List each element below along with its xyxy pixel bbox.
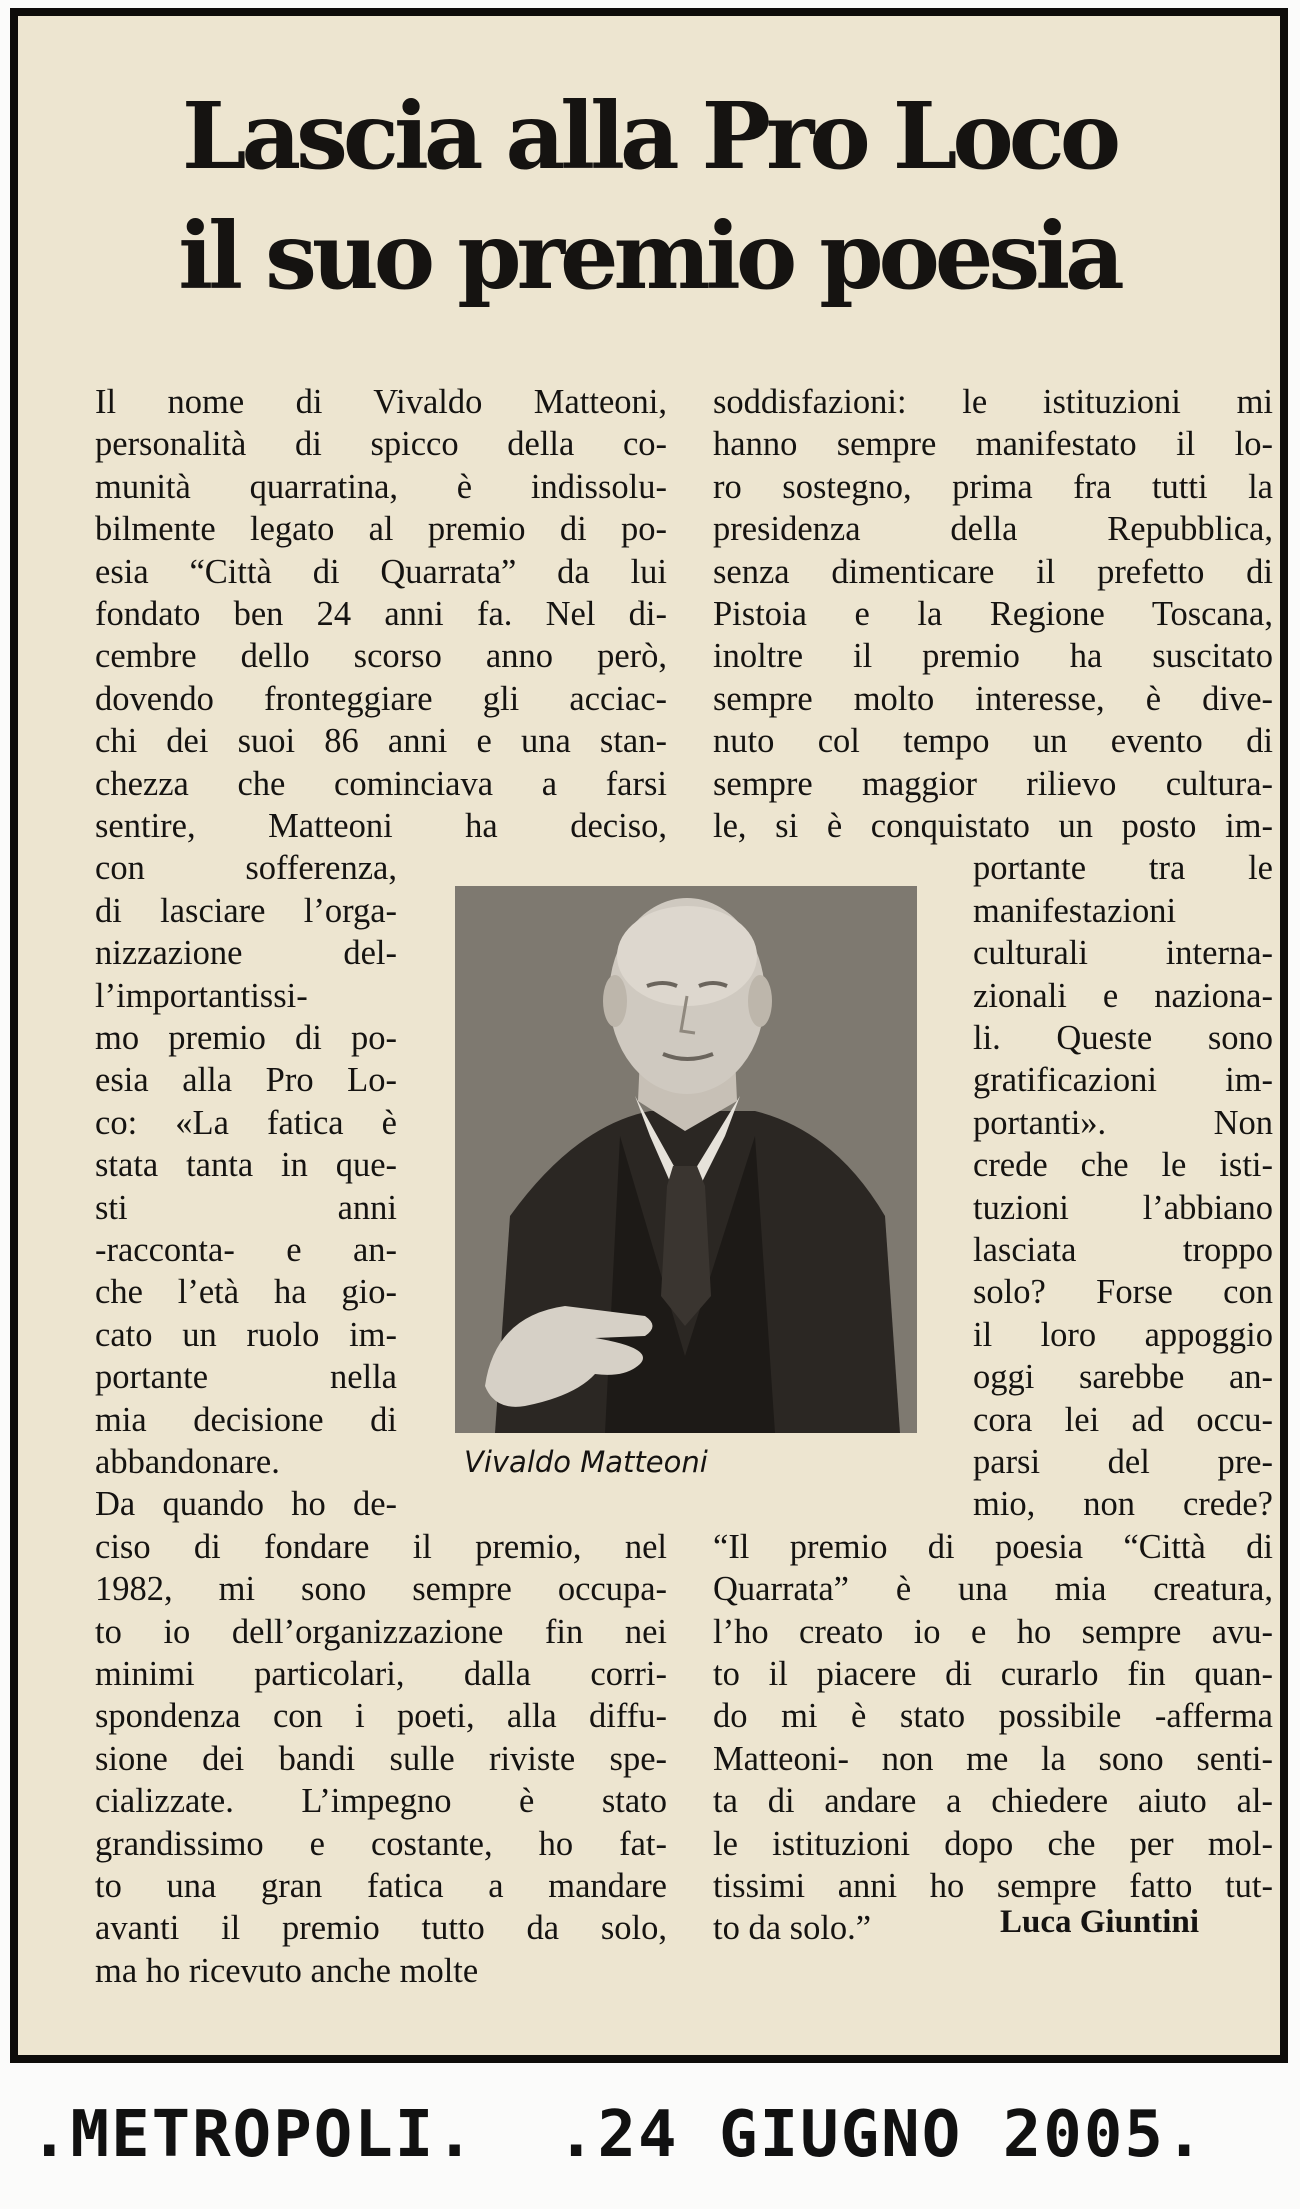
article-line: con sofferenza, — [95, 849, 397, 888]
article-line: zionali e naziona- — [973, 976, 1273, 1015]
article-line: grandissimo e costante, ho fat- — [95, 1824, 667, 1863]
photo-caption: Vivaldo Matteoni — [464, 1445, 708, 1479]
article-line: esia alla Pro Lo- — [95, 1061, 397, 1100]
article-line: sentire, Matteoni ha deciso, — [95, 807, 667, 845]
article-line: fondato ben 24 anni fa. Nel di- — [95, 595, 667, 633]
headline-line-1: Lascia alla Pro Loco — [181, 82, 1117, 190]
article-line: ro sostegno, prima fra tutti la — [713, 467, 1273, 506]
article-line: bilmente legato al premio di po- — [95, 510, 667, 549]
article-line: hanno sempre manifestato il lo- — [713, 425, 1273, 464]
article-line: culturali interna- — [973, 934, 1273, 973]
byline: Luca Giuntini — [1000, 1904, 1199, 1940]
article-line: cato un ruolo im- — [95, 1315, 397, 1354]
article-line: ciso di fondare il premio, nel — [95, 1527, 667, 1566]
article-line: ma ho ricevuto anche molte — [95, 1951, 479, 1990]
article-line: tuzioni l’abbiano — [973, 1188, 1273, 1227]
article-line: lasciata troppo — [973, 1231, 1273, 1269]
portrait-photo — [455, 886, 917, 1433]
article-line: mo premio di po- — [95, 1019, 397, 1057]
article-line: parsi del pre- — [973, 1443, 1273, 1481]
article-line: ta di andare a chiedere aiuto al- — [713, 1782, 1273, 1821]
article-line: soddisfazioni: le istituzioni mi — [713, 383, 1273, 421]
article-line: crede che le isti- — [973, 1146, 1273, 1185]
article-line: minimi particolari, dalla corri- — [95, 1655, 667, 1693]
article-line: to da solo.” — [713, 1909, 872, 1948]
article-line: sempre molto interesse, è dive- — [713, 679, 1273, 718]
article-line: l’ho creato io e ho sempre avu- — [713, 1612, 1273, 1651]
article-line: portante tra le — [973, 849, 1273, 888]
article-line: presidenza della Repubblica, — [713, 510, 1273, 549]
article-line: cora lei ad occu- — [973, 1400, 1273, 1439]
article-line: abbandonare. — [95, 1443, 280, 1481]
article-line: to una gran fatica a mandare — [95, 1867, 667, 1905]
article-line: co: «La fatica è — [95, 1103, 397, 1142]
article-line: munità quarratina, è indissolu- — [95, 467, 667, 506]
article-line: to io dell’organizzazione fin nei — [95, 1612, 667, 1651]
article-line: sione dei bandi sulle riviste spe- — [95, 1739, 667, 1778]
article-line: senza dimenticare il prefetto di — [713, 552, 1273, 591]
article-line: sti anni — [95, 1188, 397, 1227]
article-line: cializzate. L’impegno è stato — [95, 1782, 667, 1821]
article-line: gratificazioni im- — [973, 1061, 1273, 1100]
article-line: mia decisione di — [95, 1400, 397, 1439]
article-line: portante nella — [95, 1358, 397, 1397]
article-line: oggi sarebbe an- — [973, 1358, 1273, 1397]
article-line: stata tanta in que- — [95, 1146, 397, 1185]
article-line: Quarrata” è una mia creatura, — [713, 1570, 1273, 1609]
article-line: li. Queste sono — [973, 1019, 1273, 1057]
article-line: solo? Forse con — [973, 1273, 1273, 1312]
article-line: personalità di spicco della co- — [95, 425, 667, 464]
article-line: avanti il premio tutto da solo, — [95, 1909, 667, 1948]
article-line: 1982, mi sono sempre occupa- — [95, 1570, 667, 1609]
article-line: manifestazioni — [973, 891, 1177, 930]
article-line: Matteoni- non me la sono senti- — [713, 1739, 1273, 1778]
article-line: Il nome di Vivaldo Matteoni, — [95, 383, 667, 421]
article-line: che l’età ha gio- — [95, 1273, 397, 1312]
article-line: sempre maggior rilievo cultura- — [713, 764, 1273, 803]
headline-line-2: il suo premio poesia — [178, 202, 1120, 310]
article-line: esia “Città di Quarrata” da lui — [95, 552, 667, 591]
article-line: inoltre il premio ha suscitato — [713, 637, 1273, 676]
article-line: nizzazione del- — [95, 934, 397, 973]
article-line: -racconta- e an- — [95, 1231, 397, 1269]
article-line: le istituzioni dopo che per mol- — [713, 1824, 1273, 1863]
article-line: cembre dello scorso anno però, — [95, 637, 667, 676]
article-line: nuto col tempo un evento di — [713, 722, 1273, 761]
article-line: Da quando ho de- — [95, 1485, 397, 1524]
headline — [18, 76, 1280, 316]
article-line: tissimi anni ho sempre fatto tut- — [713, 1867, 1273, 1905]
article-line: to il piacere di curarlo fin quan- — [713, 1655, 1273, 1693]
handwritten-source-note: .METROPOLI. .24 GIUGNO 2005. — [30, 2098, 1206, 2172]
article-line: Pistoia e la Regione Toscana, — [713, 595, 1273, 633]
article-line: mio, non crede? — [973, 1485, 1273, 1524]
article-line: spondenza con i poeti, alla diffu- — [95, 1697, 667, 1736]
article-line: do mi è stato possibile -afferma — [713, 1697, 1273, 1736]
article-line: le, si è conquistato un posto im- — [713, 807, 1273, 845]
article-line: l’importantissi- — [95, 976, 308, 1015]
article-line: “Il premio di poesia “Città di — [713, 1527, 1273, 1566]
article-line: il loro appoggio — [973, 1315, 1273, 1354]
article-line: chezza che cominciava a farsi — [95, 764, 667, 803]
newspaper-clipping — [10, 8, 1288, 2063]
article-line: dovendo fronteggiare gli acciac- — [95, 679, 667, 718]
article-line: portanti». Non — [973, 1103, 1273, 1142]
article-line: chi dei suoi 86 anni e una stan- — [95, 722, 667, 761]
article-line: di lasciare l’orga- — [95, 891, 397, 930]
